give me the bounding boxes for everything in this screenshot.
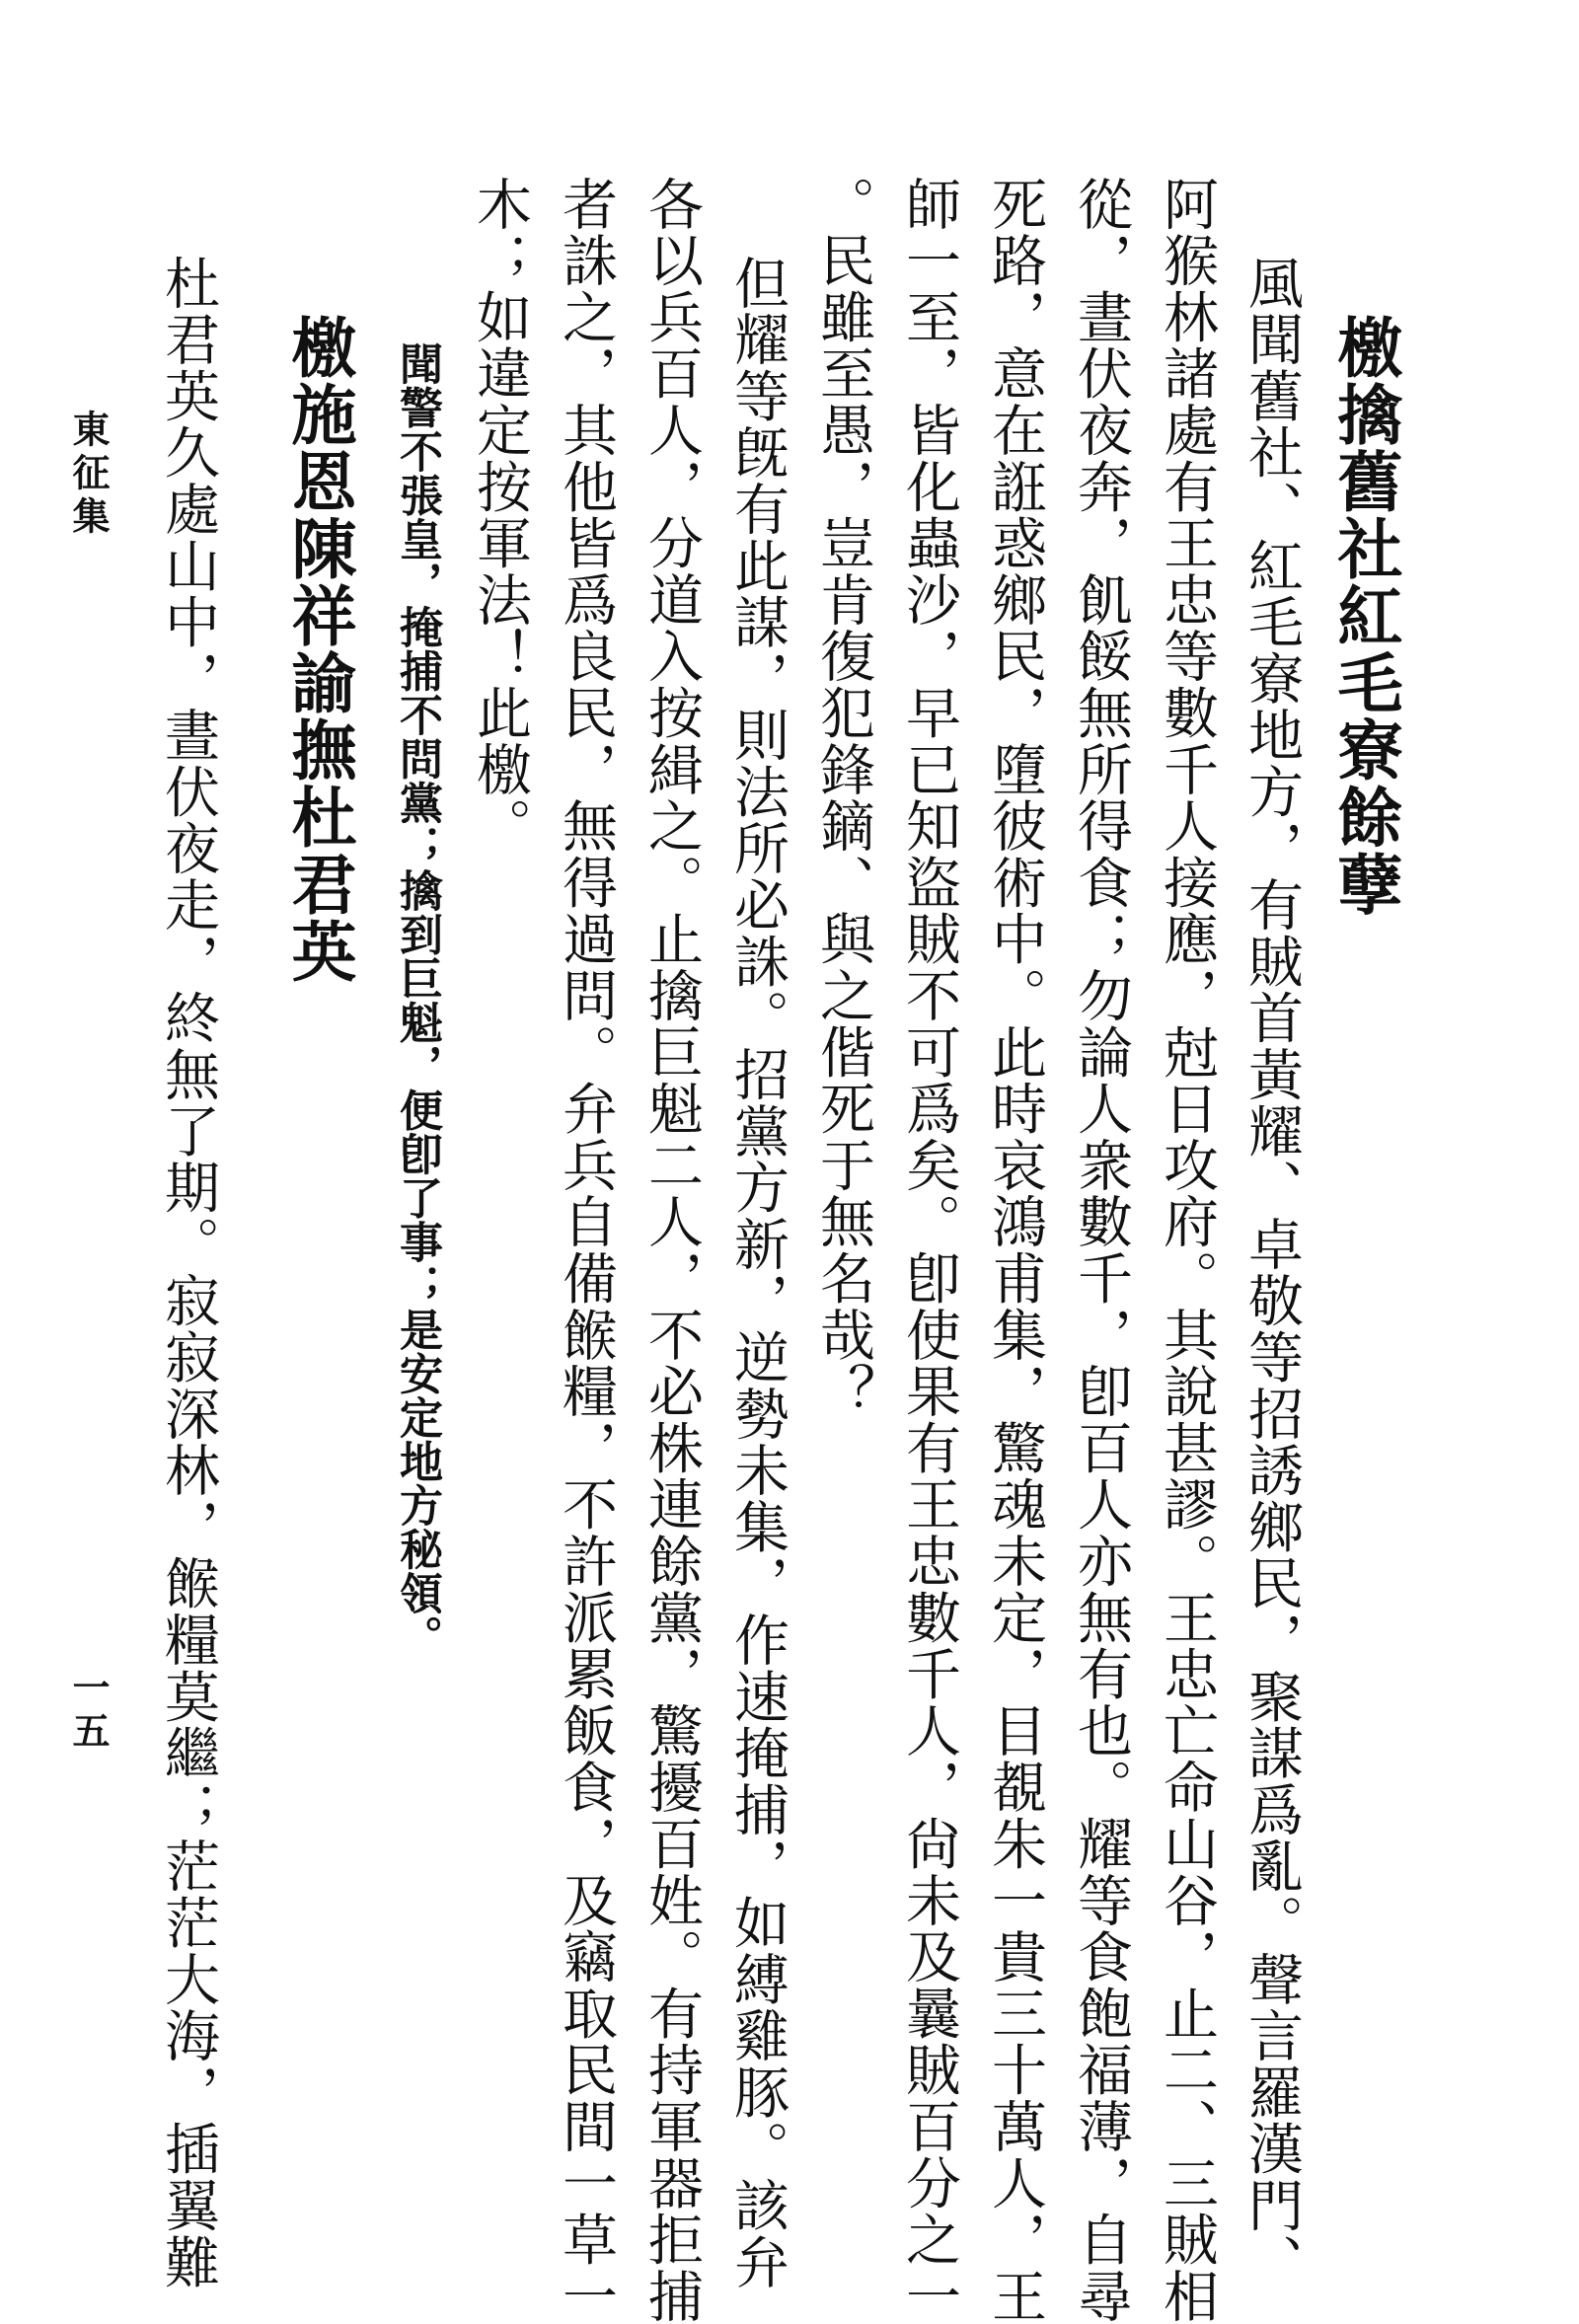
body-line: 木；如違定按軍法！此檄。	[468, 176, 532, 855]
book-title: 東征集	[66, 410, 111, 540]
section1-title: 檄擒舊社紅毛寮餘孽	[1326, 314, 1403, 918]
body-line: 死路，意在誑惑鄉民，墮彼術中。此時哀鴻甫集，驚魂未定，目覩朱一貴三十萬人，王	[983, 176, 1047, 2324]
body-line: 但耀等旣有此謀，則法所必誅。招黨方新，逆勢未集，作速掩捕，如縛雞豚。該弁	[725, 255, 790, 2290]
body-line: 者誅之，其他皆爲良民，無得過問。弁兵自備餱糧，不許派累飯食，及竊取民間一草一	[554, 176, 618, 2324]
body-line: 阿猴林諸處有王忠等數千人接應，尅日攻府。其說甚謬。王忠亡命山谷，止二、三賊相	[1155, 176, 1219, 2324]
body-line: 從，晝伏夜奔，飢餒無所得食；勿論人衆數千，卽百人亦無有也。耀等食飽福薄，自尋	[1069, 176, 1133, 2324]
body-line: 風聞舊社、紅毛寮地方，有賊首黃耀、卓敬等招誘鄉民，聚謀爲亂。聲言羅漢門、	[1240, 255, 1304, 2290]
body-line: 。民雖至愚，豈肯復犯鋒鏑、與之偕死于無名哉？	[811, 176, 875, 1420]
commentary-note: 聞警不張皇，掩捕不問黨；擒到巨魁，便卽了事；是安定地方秘領。	[392, 341, 442, 1659]
page-number: 一五	[66, 1668, 111, 1755]
section2-title: 檄施恩陳祥諭撫杜君英	[280, 314, 357, 985]
body-line: 各以兵百人，分道入按緝之。止擒巨魁二人，不必株連餘黨，驚擾百姓。有持軍器拒捕	[639, 176, 704, 2324]
body-line: 杜君英久處山中，晝伏夜走，終無了期。寂寂深林，餱糧莫繼；茫茫大海，插翼難	[156, 255, 220, 2290]
body-line: 師一至，皆化蟲沙，早已知盜賊不可爲矣。卽使果有王忠數千人，尙未及曩賊百分之一	[897, 176, 961, 2324]
